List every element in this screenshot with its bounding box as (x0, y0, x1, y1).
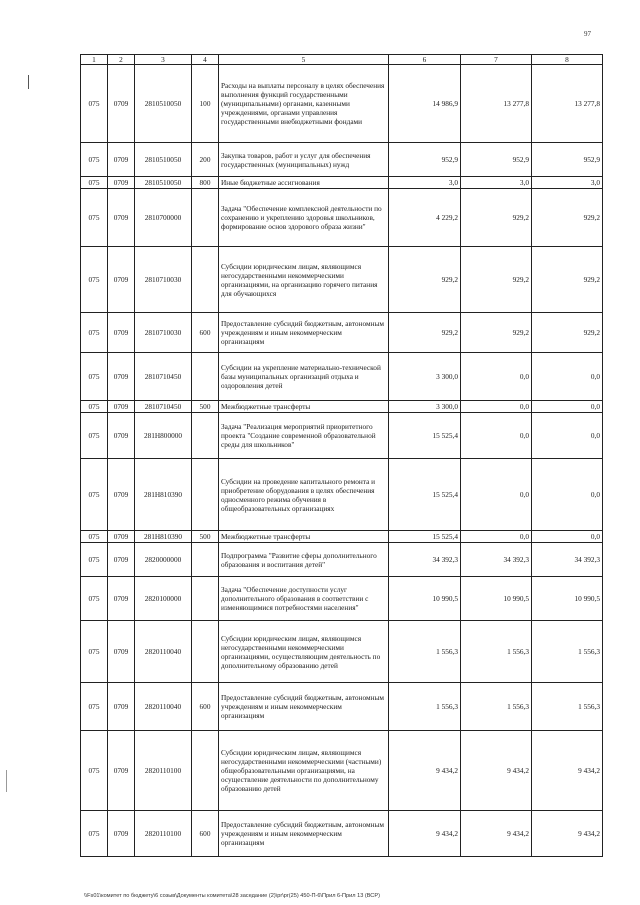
ved-code-cell: 075 (81, 177, 108, 189)
amount-col8-cell: 0,0 (532, 531, 603, 543)
table-row (81, 543, 603, 577)
amount-col6-cell: 10 990,5 (389, 577, 461, 621)
target-article-cell: 2810700000 (135, 189, 192, 247)
ved-code-cell: 075 (81, 531, 108, 543)
amount-col6-cell: 1 556,3 (389, 621, 461, 683)
ved-code-cell: 075 (81, 353, 108, 401)
amount-col8-cell: 1 556,3 (532, 621, 603, 683)
ved-code-cell: 075 (81, 143, 108, 177)
table-row (81, 577, 603, 621)
file-path-footer: \\Fs01\комитет по бюджету\6 созыв\Документы комитета\28 заседание (2)\pr\pr(25) 450-П-6\Прил 6-Прил 13 (ВСР) (84, 893, 380, 899)
budget-table-body (81, 55, 603, 857)
target-article-cell: 2820000000 (135, 543, 192, 577)
target-article-cell: 2820110040 (135, 621, 192, 683)
expense-type-cell: 200 (192, 143, 219, 177)
amount-col8-cell: 929,2 (532, 189, 603, 247)
target-article-cell: 281Н810390 (135, 459, 192, 531)
expense-type-cell (192, 247, 219, 313)
amount-col8-cell: 0,0 (532, 413, 603, 459)
budget-table (80, 54, 603, 857)
header-cell: 5 (219, 55, 389, 65)
table-row (81, 247, 603, 313)
amount-col6-cell: 929,2 (389, 247, 461, 313)
amount-col7-cell: 9 434,2 (461, 731, 532, 811)
table-row (81, 459, 603, 531)
ved-code-cell: 075 (81, 731, 108, 811)
expense-type-cell (192, 543, 219, 577)
amount-col6-cell: 9 434,2 (389, 731, 461, 811)
amount-col8-cell: 1 556,3 (532, 683, 603, 731)
amount-col8-cell: 929,2 (532, 247, 603, 313)
target-article-cell: 2810510050 (135, 177, 192, 189)
amount-col7-cell: 0,0 (461, 531, 532, 543)
ved-code-cell: 075 (81, 459, 108, 531)
amount-col7-cell: 929,2 (461, 189, 532, 247)
section-code-cell: 0709 (108, 543, 135, 577)
table-row (81, 413, 603, 459)
amount-col8-cell: 929,2 (532, 313, 603, 353)
section-code-cell: 0709 (108, 531, 135, 543)
item-name-cell: Предоставление субсидий бюджетным, автономным учреждениям и иным некоммерческим организациям (219, 683, 389, 731)
amount-col7-cell: 10 990,5 (461, 577, 532, 621)
amount-col6-cell: 3 300,0 (389, 353, 461, 401)
expense-type-cell (192, 353, 219, 401)
target-article-cell: 2810710030 (135, 313, 192, 353)
expense-type-cell (192, 731, 219, 811)
expense-type-cell (192, 621, 219, 683)
section-code-cell: 0709 (108, 143, 135, 177)
table-row (81, 731, 603, 811)
amount-col8-cell: 34 392,3 (532, 543, 603, 577)
item-name-cell: Субсидии юридическим лицам, являющимся негосударственными некоммерческими организациями, осуществляющим деятельность по дополнительному образованию детей (219, 621, 389, 683)
expense-type-cell: 500 (192, 531, 219, 543)
amount-col6-cell: 1 556,3 (389, 683, 461, 731)
section-code-cell: 0709 (108, 577, 135, 621)
item-name-cell: Предоставление субсидий бюджетным, автономным учреждениям и иным некоммерческим организациям (219, 811, 389, 857)
item-name-cell: Субсидии юридическим лицам, являющимся негосударственными некоммерческими (частными) общеобразовательными организациями, на осуществление деятельности по дополнительному образованию детей (219, 731, 389, 811)
item-name-cell: Межбюджетные трансферты (219, 401, 389, 413)
ved-code-cell: 075 (81, 811, 108, 857)
section-code-cell: 0709 (108, 621, 135, 683)
target-article-cell: 2820110100 (135, 731, 192, 811)
amount-col6-cell: 3,0 (389, 177, 461, 189)
amount-col6-cell: 15 525,4 (389, 459, 461, 531)
page-number: 97 (584, 30, 591, 38)
expense-type-cell: 600 (192, 811, 219, 857)
amount-col7-cell: 0,0 (461, 459, 532, 531)
item-name-cell: Расходы на выплаты персоналу в целях обеспечения выполнения функций государственными (муниципальными) органами, казенными учреждениями, органами управления государственными внебюджетными фондами (219, 65, 389, 143)
item-name-cell: Субсидии на укрепление материально-технической базы муниципальных организаций отдыха и оздоровления детей (219, 353, 389, 401)
amount-col7-cell: 1 556,3 (461, 621, 532, 683)
header-cell: 7 (461, 55, 532, 65)
expense-type-cell (192, 413, 219, 459)
target-article-cell: 2810710450 (135, 401, 192, 413)
amount-col6-cell: 15 525,4 (389, 413, 461, 459)
table-row (81, 353, 603, 401)
section-code-cell: 0709 (108, 731, 135, 811)
ved-code-cell: 075 (81, 543, 108, 577)
expense-type-cell (192, 189, 219, 247)
table-row (81, 621, 603, 683)
target-article-cell: 2820100000 (135, 577, 192, 621)
expense-type-cell (192, 459, 219, 531)
section-code-cell: 0709 (108, 401, 135, 413)
table-row (81, 143, 603, 177)
table-row (81, 683, 603, 731)
item-name-cell: Задача "Реализация мероприятий приоритетного проекта "Создание современной образовательной среды для школьников" (219, 413, 389, 459)
expense-type-cell: 100 (192, 65, 219, 143)
amount-col7-cell: 1 556,3 (461, 683, 532, 731)
header-cell: 4 (192, 55, 219, 65)
amount-col6-cell: 952,9 (389, 143, 461, 177)
item-name-cell: Субсидии юридическим лицам, являющимся негосударственными некоммерческими организациями, на организацию горячего питания для обучающихся (219, 247, 389, 313)
header-cell: 1 (81, 55, 108, 65)
table-header-row (81, 55, 603, 65)
ved-code-cell: 075 (81, 683, 108, 731)
scan-margin-mark (28, 75, 29, 89)
header-cell: 3 (135, 55, 192, 65)
section-code-cell: 0709 (108, 177, 135, 189)
amount-col8-cell: 0,0 (532, 401, 603, 413)
ved-code-cell: 075 (81, 65, 108, 143)
amount-col7-cell: 929,2 (461, 313, 532, 353)
amount-col7-cell: 9 434,2 (461, 811, 532, 857)
amount-col8-cell: 3,0 (532, 177, 603, 189)
target-article-cell: 2820110040 (135, 683, 192, 731)
amount-col6-cell: 9 434,2 (389, 811, 461, 857)
section-code-cell: 0709 (108, 459, 135, 531)
header-cell: 8 (532, 55, 603, 65)
table-row (81, 313, 603, 353)
item-name-cell: Задача "Обеспечение комплексной деятельности по сохранению и укреплению здоровья школьников, формирование основ здорового образа жизни" (219, 189, 389, 247)
table-row (81, 177, 603, 189)
amount-col8-cell: 0,0 (532, 459, 603, 531)
section-code-cell: 0709 (108, 413, 135, 459)
amount-col8-cell: 13 277,8 (532, 65, 603, 143)
target-article-cell: 2810710030 (135, 247, 192, 313)
amount-col7-cell: 34 392,3 (461, 543, 532, 577)
ved-code-cell: 075 (81, 401, 108, 413)
item-name-cell: Подпрограмма "Развитие сферы дополнительного образования и воспитания детей" (219, 543, 389, 577)
amount-col7-cell: 0,0 (461, 413, 532, 459)
target-article-cell: 281Н800000 (135, 413, 192, 459)
item-name-cell: Задача "Обеспечение доступности услуг дополнительного образования в соответствии с изменяющимися потребностями населения" (219, 577, 389, 621)
amount-col7-cell: 929,2 (461, 247, 532, 313)
target-article-cell: 2820110100 (135, 811, 192, 857)
amount-col8-cell: 0,0 (532, 353, 603, 401)
target-article-cell: 2810710450 (135, 353, 192, 401)
header-cell: 2 (108, 55, 135, 65)
expense-type-cell (192, 577, 219, 621)
section-code-cell: 0709 (108, 353, 135, 401)
amount-col8-cell: 9 434,2 (532, 811, 603, 857)
scan-margin-mark (6, 770, 7, 792)
amount-col7-cell: 952,9 (461, 143, 532, 177)
item-name-cell: Межбюджетные трансферты (219, 531, 389, 543)
amount-col7-cell: 0,0 (461, 353, 532, 401)
expense-type-cell: 600 (192, 313, 219, 353)
table-row (81, 189, 603, 247)
ved-code-cell: 075 (81, 413, 108, 459)
table-row (81, 811, 603, 857)
target-article-cell: 2810510050 (135, 65, 192, 143)
section-code-cell: 0709 (108, 811, 135, 857)
amount-col6-cell: 14 986,9 (389, 65, 461, 143)
amount-col7-cell: 13 277,8 (461, 65, 532, 143)
ved-code-cell: 075 (81, 577, 108, 621)
section-code-cell: 0709 (108, 189, 135, 247)
table-row (81, 531, 603, 543)
expense-type-cell: 800 (192, 177, 219, 189)
amount-col6-cell: 3 300,0 (389, 401, 461, 413)
expense-type-cell: 500 (192, 401, 219, 413)
item-name-cell: Иные бюджетные ассигнования (219, 177, 389, 189)
section-code-cell: 0709 (108, 247, 135, 313)
section-code-cell: 0709 (108, 313, 135, 353)
table-row (81, 65, 603, 143)
amount-col8-cell: 952,9 (532, 143, 603, 177)
item-name-cell: Предоставление субсидий бюджетным, автономным учреждениям и иным некоммерческим организациям (219, 313, 389, 353)
item-name-cell: Субсидии на проведение капитального ремонта и приобретение оборудования в целях обеспечения односменного режима обучения в общеобразовательных организациях (219, 459, 389, 531)
item-name-cell: Закупка товаров, работ и услуг для обеспечения государственных (муниципальных) нужд (219, 143, 389, 177)
ved-code-cell: 075 (81, 247, 108, 313)
amount-col6-cell: 4 229,2 (389, 189, 461, 247)
ved-code-cell: 075 (81, 313, 108, 353)
amount-col8-cell: 10 990,5 (532, 577, 603, 621)
amount-col7-cell: 0,0 (461, 401, 532, 413)
target-article-cell: 281Н810390 (135, 531, 192, 543)
amount-col8-cell: 9 434,2 (532, 731, 603, 811)
header-cell: 6 (389, 55, 461, 65)
section-code-cell: 0709 (108, 683, 135, 731)
table-row (81, 401, 603, 413)
amount-col7-cell: 3,0 (461, 177, 532, 189)
section-code-cell: 0709 (108, 65, 135, 143)
expense-type-cell: 600 (192, 683, 219, 731)
amount-col6-cell: 929,2 (389, 313, 461, 353)
ved-code-cell: 075 (81, 621, 108, 683)
target-article-cell: 2810510050 (135, 143, 192, 177)
amount-col6-cell: 34 392,3 (389, 543, 461, 577)
amount-col6-cell: 15 525,4 (389, 531, 461, 543)
ved-code-cell: 075 (81, 189, 108, 247)
